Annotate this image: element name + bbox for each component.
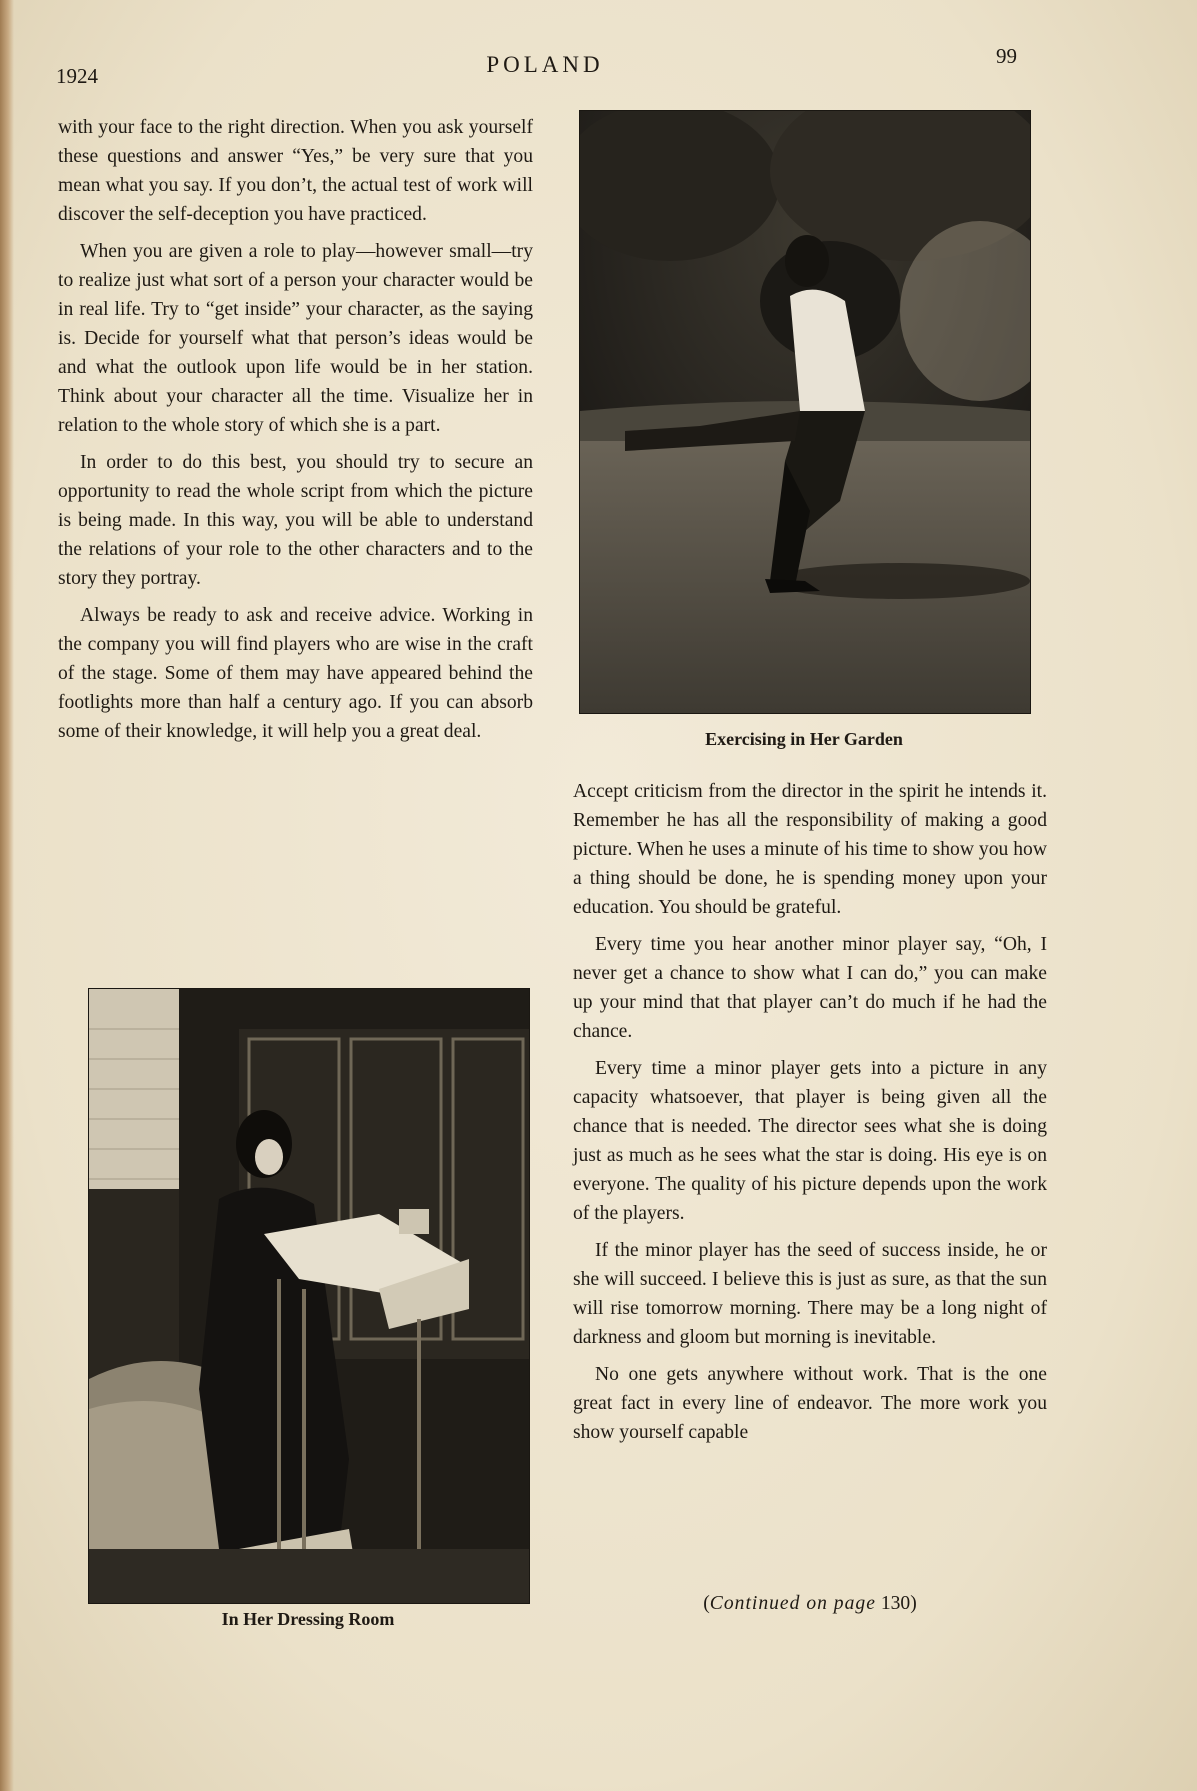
caption-dressing: In Her Dressing Room: [221, 1609, 395, 1629]
paragraph: Every time you hear another minor player say, “Oh, I never get a chance to show what I can do,” you can make up your mind that that player can’t do much if he had the chance.: [573, 934, 1047, 1042]
garden-photo-illustration: [580, 111, 1030, 713]
page-number: 99: [996, 44, 1017, 68]
paragraph: When you are given a role to play—however small—try to realize just what sort of a person your character would be in real life. Try to “get inside” your character, as the saying is. Decide for yourself what that person’s ideas would be and what the outlook upon life would be in her station. Think about your character all the time. Visualize her in relation to the whole story of which she is a part.: [58, 241, 533, 436]
dressing-room-photo-illustration: [89, 989, 529, 1603]
continued-note: (Continued on page 130): [703, 1593, 917, 1614]
paragraph: Every time a minor player gets into a picture in any capacity whatsoever, that player is being given all the chance that is needed. The director sees what she is doing just as much as he sees what the star is doing. His eye is on everyone. The quality of his picture depends upon the work of the players.: [573, 1058, 1047, 1224]
paragraph: Always be ready to ask and receive advice. Working in the company you will find players who are wise in the craft of the stage. Some of them may have appeared behind the footlights more than half a century ago. If you can absorb some of their knowledge, it will help you a great deal.: [58, 605, 533, 742]
paragraph: No one gets anywhere without work. That is the one great fact in every line of endeavor. The more work you show yourself capable: [573, 1364, 1047, 1443]
right-column: [573, 777, 1047, 1455]
photo-exercising-in-garden: [579, 110, 1031, 714]
header-year: 1924: [56, 64, 98, 88]
continued-prefix: Continued on page: [709, 1593, 876, 1614]
paragraph: If the minor player has the seed of success inside, he or she will succeed. I believe this is just as sure, as that the sun will rise tomorrow morning. There may be a long night of darkness and gloom but morning is inevitable.: [573, 1240, 1047, 1348]
photo-dressing-room: [88, 988, 530, 1604]
paragraph: Accept criticism from the director in the spirit he intends it. Remember he has all the responsibility of making a good picture. When he uses a minute of his time to show you how a thing should be done, he is spending money upon your education. You should be grateful.: [573, 781, 1047, 918]
paragraph: In order to do this best, you should try to secure an opportunity to read the whole script from which the picture is being made. In this way, you will be able to understand the relations of your role to the other characters and to the story they portray.: [58, 452, 533, 589]
left-column: [58, 113, 533, 754]
continued-page: 130: [880, 1593, 911, 1614]
caption-garden: Exercising in Her Garden: [705, 729, 903, 749]
header-title: POLAND: [486, 52, 604, 77]
paragraph: with your face to the right direction. When you ask yourself these questions and answer “Yes,” be very sure that you mean what you say. If you don’t, the actual test of work will discover the self-deception you have practiced.: [58, 117, 533, 225]
